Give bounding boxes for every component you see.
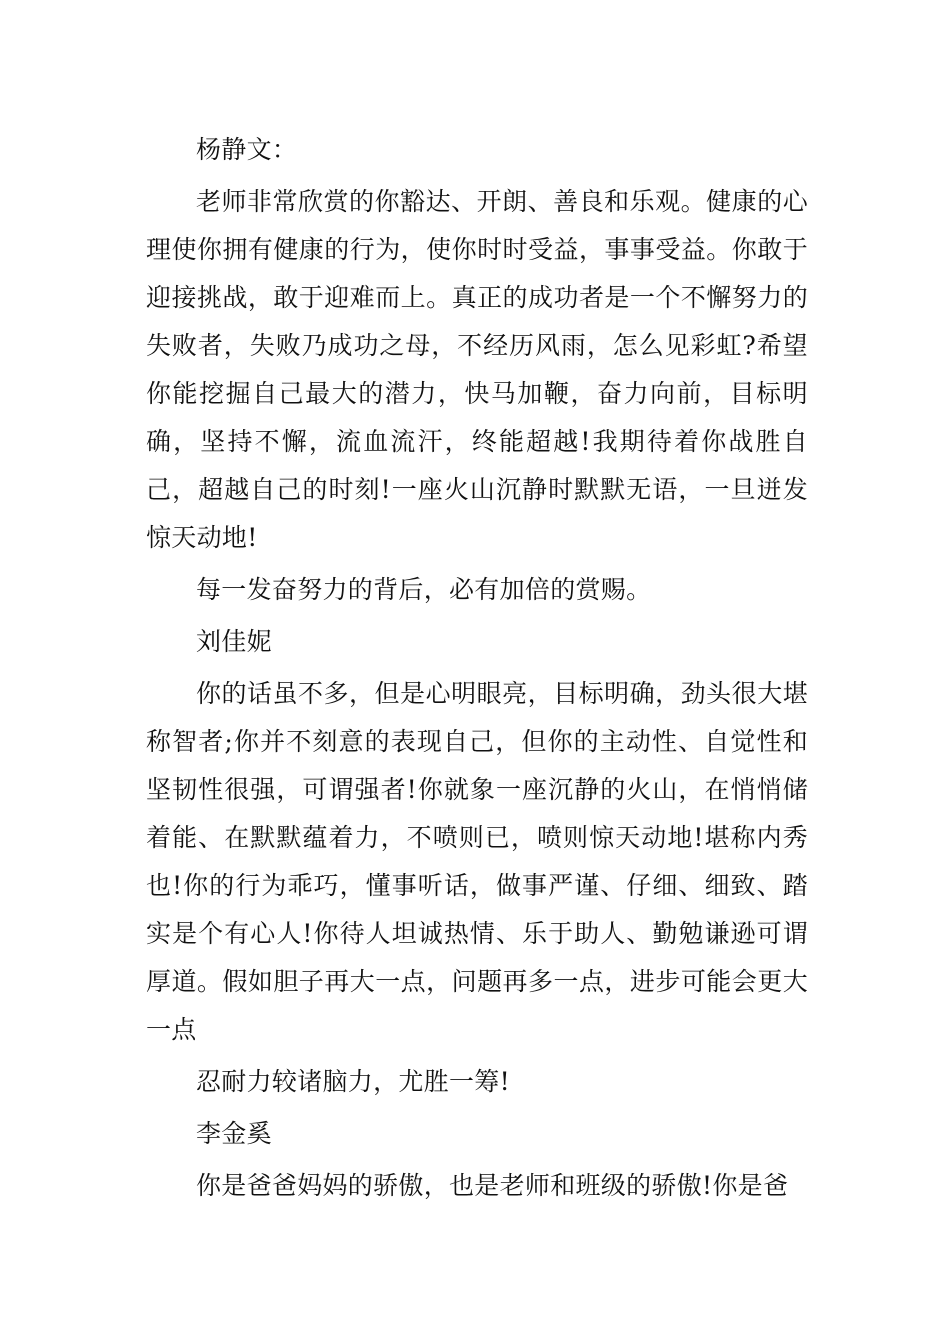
comment-paragraph: 老师非常欣赏的你豁达、开朗、善良和乐观。健康的心理使你拥有健康的行为，使你时时受益，事事受益。你敢于迎接挑战，敢于迎难而上。真正的成功者是一个不懈努力的失败者，失败乃成功之母，不经历风雨，怎么见彩虹?希望你能挖掘自己最大的潜力，快马加鞭，奋力向前，目标明确，坚持不懈，流血流汗，终能超越!我期待着你战胜自己，超越自己的时刻!一座火山沉静时默默无语，一旦迸发惊天动地!	[146, 187, 808, 552]
document-body	[146, 126, 808, 1214]
student-name-heading: 李金奚	[196, 1119, 272, 1148]
motto-line: 忍耐力较诸脑力，尤胜一筹!	[196, 1067, 510, 1096]
student-name-heading: 杨静文：	[196, 135, 298, 164]
comment-paragraph: 你的话虽不多，但是心明眼亮，目标明确，劲头很大堪称智者;你并不刻意的表现自己，但你的主动性、自觉性和坚韧性很强，可谓强者!你就象一座沉静的火山，在悄悄储着能、在默默蕴着力，不喷则已，喷则惊天动地!堪称内秀也!你的行为乖巧，懂事听话，做事严谨、仔细、细致、踏实是个有心人!你待人坦诚热情、乐于助人、勤勉谦逊可谓厚道。假如胆子再大一点，问题再多一点，进步可能会更大一点	[146, 679, 808, 1044]
comment-paragraph: 你是爸爸妈妈的骄傲，也是老师和班级的骄傲!你是爸	[196, 1171, 789, 1200]
motto-line: 每一发奋努力的背后，必有加倍的赏赐。	[196, 575, 652, 604]
student-name-heading: 刘佳妮	[196, 627, 272, 656]
